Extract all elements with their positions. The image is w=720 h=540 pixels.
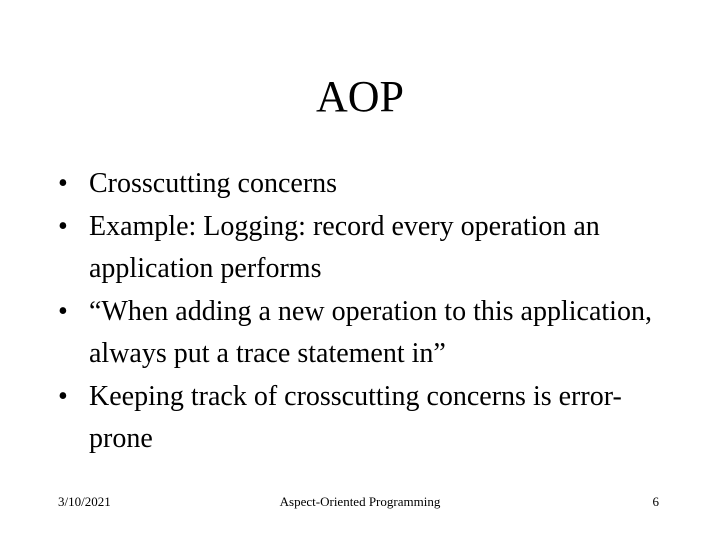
bullet-item — [58, 291, 678, 376]
footer-title: Aspect-Oriented Programming — [279, 494, 441, 509]
bullet-text: Example: Logging: record every operation an application performs — [89, 210, 600, 284]
footer-date: 3/10/2021 — [58, 494, 111, 509]
bullet-item — [58, 206, 678, 291]
bullet-marker: • — [58, 210, 68, 242]
bullet-item — [58, 376, 678, 461]
page-number: 6 — [652, 494, 659, 509]
bullet-item — [58, 163, 678, 206]
bullet-marker: • — [58, 295, 68, 327]
bullet-text: “When adding a new operation to this application, always put a trace statement in” — [89, 295, 652, 369]
bullet-text: Crosscutting concerns — [89, 168, 338, 199]
bullet-marker: • — [58, 380, 68, 412]
bullet-text: Keeping track of crosscutting concerns is error-prone — [89, 380, 622, 454]
bullet-list — [58, 163, 678, 461]
bullet-marker: • — [58, 168, 68, 199]
slide-title: AOP — [315, 72, 405, 121]
